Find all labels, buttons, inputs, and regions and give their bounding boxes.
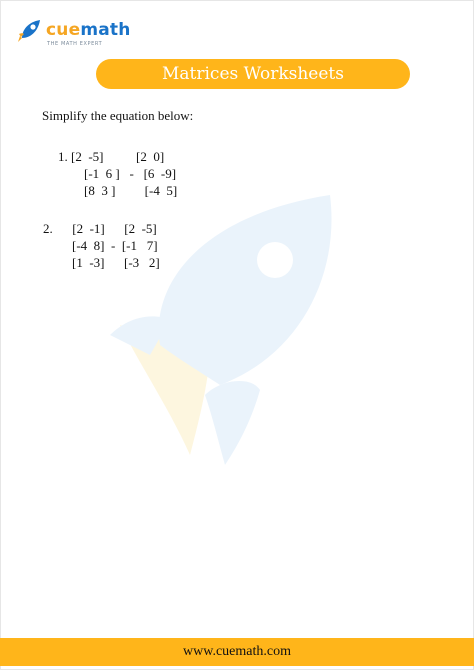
problem-2-line-1: 2. [2 -1] [2 -5] <box>43 221 157 236</box>
brand-tagline: THE MATH EXPERT <box>47 41 103 47</box>
page-title: Matrices Worksheets <box>162 64 344 84</box>
rocket-logo-icon <box>16 16 44 44</box>
problem-1-line-1: 1. [2 -5] [2 0] <box>58 149 165 164</box>
problem-2-line-3: [1 -3] [-3 2] <box>72 255 160 270</box>
instruction-text: Simplify the equation below: <box>42 108 194 123</box>
brand-name-part2: math <box>80 20 131 40</box>
footer-bar <box>0 638 474 666</box>
problem-2-line-2: [-4 8] - [-1 7] <box>72 238 158 253</box>
problem-1-line-3: [8 3 ] [-4 5] <box>84 183 178 198</box>
title-banner <box>96 59 410 89</box>
problem-1-line-2: [-1 6 ] - [6 -9] <box>84 166 177 181</box>
footer-url: www.cuemath.com <box>183 644 291 659</box>
brand-wordmark <box>46 20 131 40</box>
brand-name-part1: cue <box>46 20 81 40</box>
